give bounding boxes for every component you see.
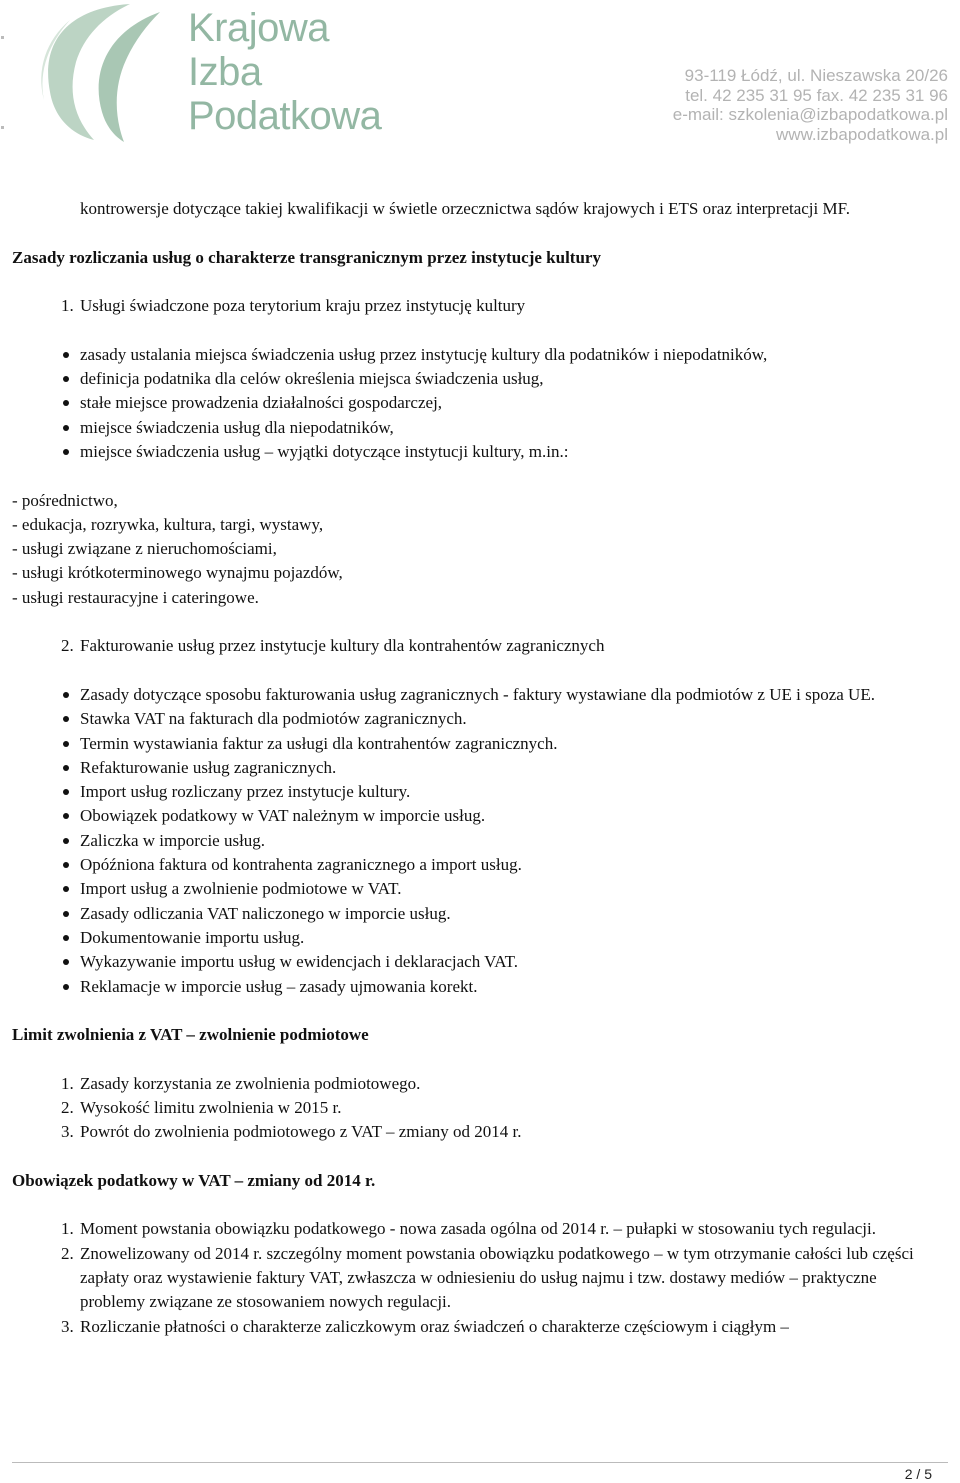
list-item: Import usług a zwolnienie podmiotowe w VAT. <box>0 877 960 901</box>
list-item: 1. Zasady korzystania ze zwolnienia podmiotowego. <box>61 1073 421 1093</box>
intro-paragraph: kontrowersje dotyczące takiej kwalifikacji w świetle orzecznictwa sądów krajowych i ETS oraz interpretacji MF. <box>80 199 850 218</box>
numbered-list-exemption <box>0 1072 960 1145</box>
section-heading-tax-obligation: Obowiązek podatkowy w VAT – zmiany od 2014 r. <box>12 1170 376 1190</box>
numbered-item-2 <box>0 634 960 658</box>
list-item: Import usług rozliczany przez instytucje kultury. <box>0 780 960 804</box>
list-item: Zasady dotyczące sposobu fakturowania usług zagranicznych - faktury wystawiane dla podmiotów z UE i spoza UE. <box>0 683 960 707</box>
list-item: - edukacja, rozrywka, kultura, targi, wystawy, <box>12 514 324 534</box>
list-item: Reklamacje w imporcie usług – zasady ujmowania korekt. <box>0 975 960 999</box>
list-item: stałe miejsce prowadzenia działalności gospodarczej, <box>0 391 960 415</box>
list-item: miejsce świadczenia usług dla niepodatników, <box>0 416 960 440</box>
contact-address: 93-119 Łódź, ul. Nieszawska 20/26 <box>684 66 948 85</box>
margin-mark <box>1 36 4 39</box>
section-heading-transborder: Zasady rozliczania usług o charakterze transgranicznym przez instytucje kultury <box>12 247 601 267</box>
list-item: 2. Znowelizowany od 2014 r. szczególny moment powstania obowiązku podatkowego – w tym otrzymanie całości lub części zapłaty oraz wystawienie faktury VAT, zwłaszcza w odniesieniu do usług najmu i tzw. dostawy mediów – praktyczne problemy związane ze stosowaniem nowych regulacji. <box>61 1243 914 1312</box>
list-item: 1. Usługi świadczone poza terytorium kraju przez instytucję kultury <box>61 296 526 316</box>
list-item: 3. Rozliczanie płatności o charakterze zaliczkowym oraz świadczeń o charakterze częściowym i ciągłym – <box>61 1316 789 1336</box>
contact-website: www.izbapodatkowa.pl <box>776 124 948 144</box>
list-item: 1. Moment powstania obowiązku podatkowego - nowa zasada ogólna od 2014 r. – pułapki w stosowaniu tych regulacji. <box>61 1219 876 1239</box>
list-item: Wykazywanie importu usług w ewidencjach i deklaracjach VAT. <box>0 950 960 974</box>
contact-phone: tel. 42 235 31 95 fax. 42 235 31 96 <box>685 85 948 105</box>
dash-list-exceptions <box>0 489 960 610</box>
leaf-logo-icon <box>10 0 190 145</box>
list-item: Termin wystawiania faktur za usługi dla kontrahentów zagranicznych. <box>0 732 960 756</box>
list-item: 3. Powrót do zwolnienia podmiotowego z VAT – zmiany od 2014 r. <box>61 1122 522 1142</box>
list-item: Opóźniona faktura od kontrahenta zagranicznego a import usług. <box>0 853 960 877</box>
list-item: Dokumentowanie importu usług. <box>0 926 960 950</box>
list-item: Obowiązek podatkowy w VAT należnym w imporcie usług. <box>0 804 960 828</box>
bullet-list-place-of-supply <box>0 343 960 464</box>
contact-email: e-mail: szkolenia@izbapodatkowa.pl <box>672 105 948 124</box>
list-item: zasady ustalania miejsca świadczenia usług przez instytucję kultury dla podatników i niepodatników, <box>0 343 960 367</box>
numbered-list-tax-obligation <box>0 1217 960 1338</box>
list-item: definicja podatnika dla celów określenia miejsca świadczenia usług, <box>0 367 960 391</box>
logo-line: Krajowa <box>188 6 330 50</box>
list-item: miejsce świadczenia usług – wyjątki dotyczące instytucji kultury, m.in.: <box>0 440 960 464</box>
margin-mark <box>1 126 4 129</box>
list-item: 2. Wysokość limitu zwolnienia w 2015 r. <box>61 1097 342 1117</box>
logo-wordmark <box>188 6 381 138</box>
list-item: - usługi restauracyjne i cateringowe. <box>12 587 259 607</box>
list-item: - usługi związane z nieruchomościami, <box>12 539 277 559</box>
contact-block <box>673 66 948 144</box>
numbered-item-1 <box>0 294 960 318</box>
list-item: Stawka VAT na fakturach dla podmiotów zagranicznych. <box>0 707 960 731</box>
list-item: Refakturowanie usług zagranicznych. <box>0 756 960 780</box>
bullet-list-invoicing <box>0 683 960 999</box>
document-body <box>0 197 960 1339</box>
footer-divider <box>12 1462 948 1463</box>
list-item: Zaliczka w imporcie usług. <box>0 829 960 853</box>
list-item: 2. Fakturowanie usług przez instytucje kultury dla kontrahentów zagranicznych <box>61 636 605 656</box>
page-header <box>0 0 960 150</box>
section-heading-exemption-limit: Limit zwolnienia z VAT – zwolnienie podmiotowe <box>12 1025 369 1045</box>
list-item: - pośrednictwo, <box>12 490 118 510</box>
list-item: - usługi krótkoterminowego wynajmu pojazdów, <box>12 563 343 583</box>
list-item: Zasady odliczania VAT naliczonego w imporcie usług. <box>0 902 960 926</box>
page-number: 2 / 5 <box>904 1466 932 1482</box>
logo-line: Podatkowa <box>188 94 382 138</box>
logo-line: Izba <box>188 50 262 94</box>
